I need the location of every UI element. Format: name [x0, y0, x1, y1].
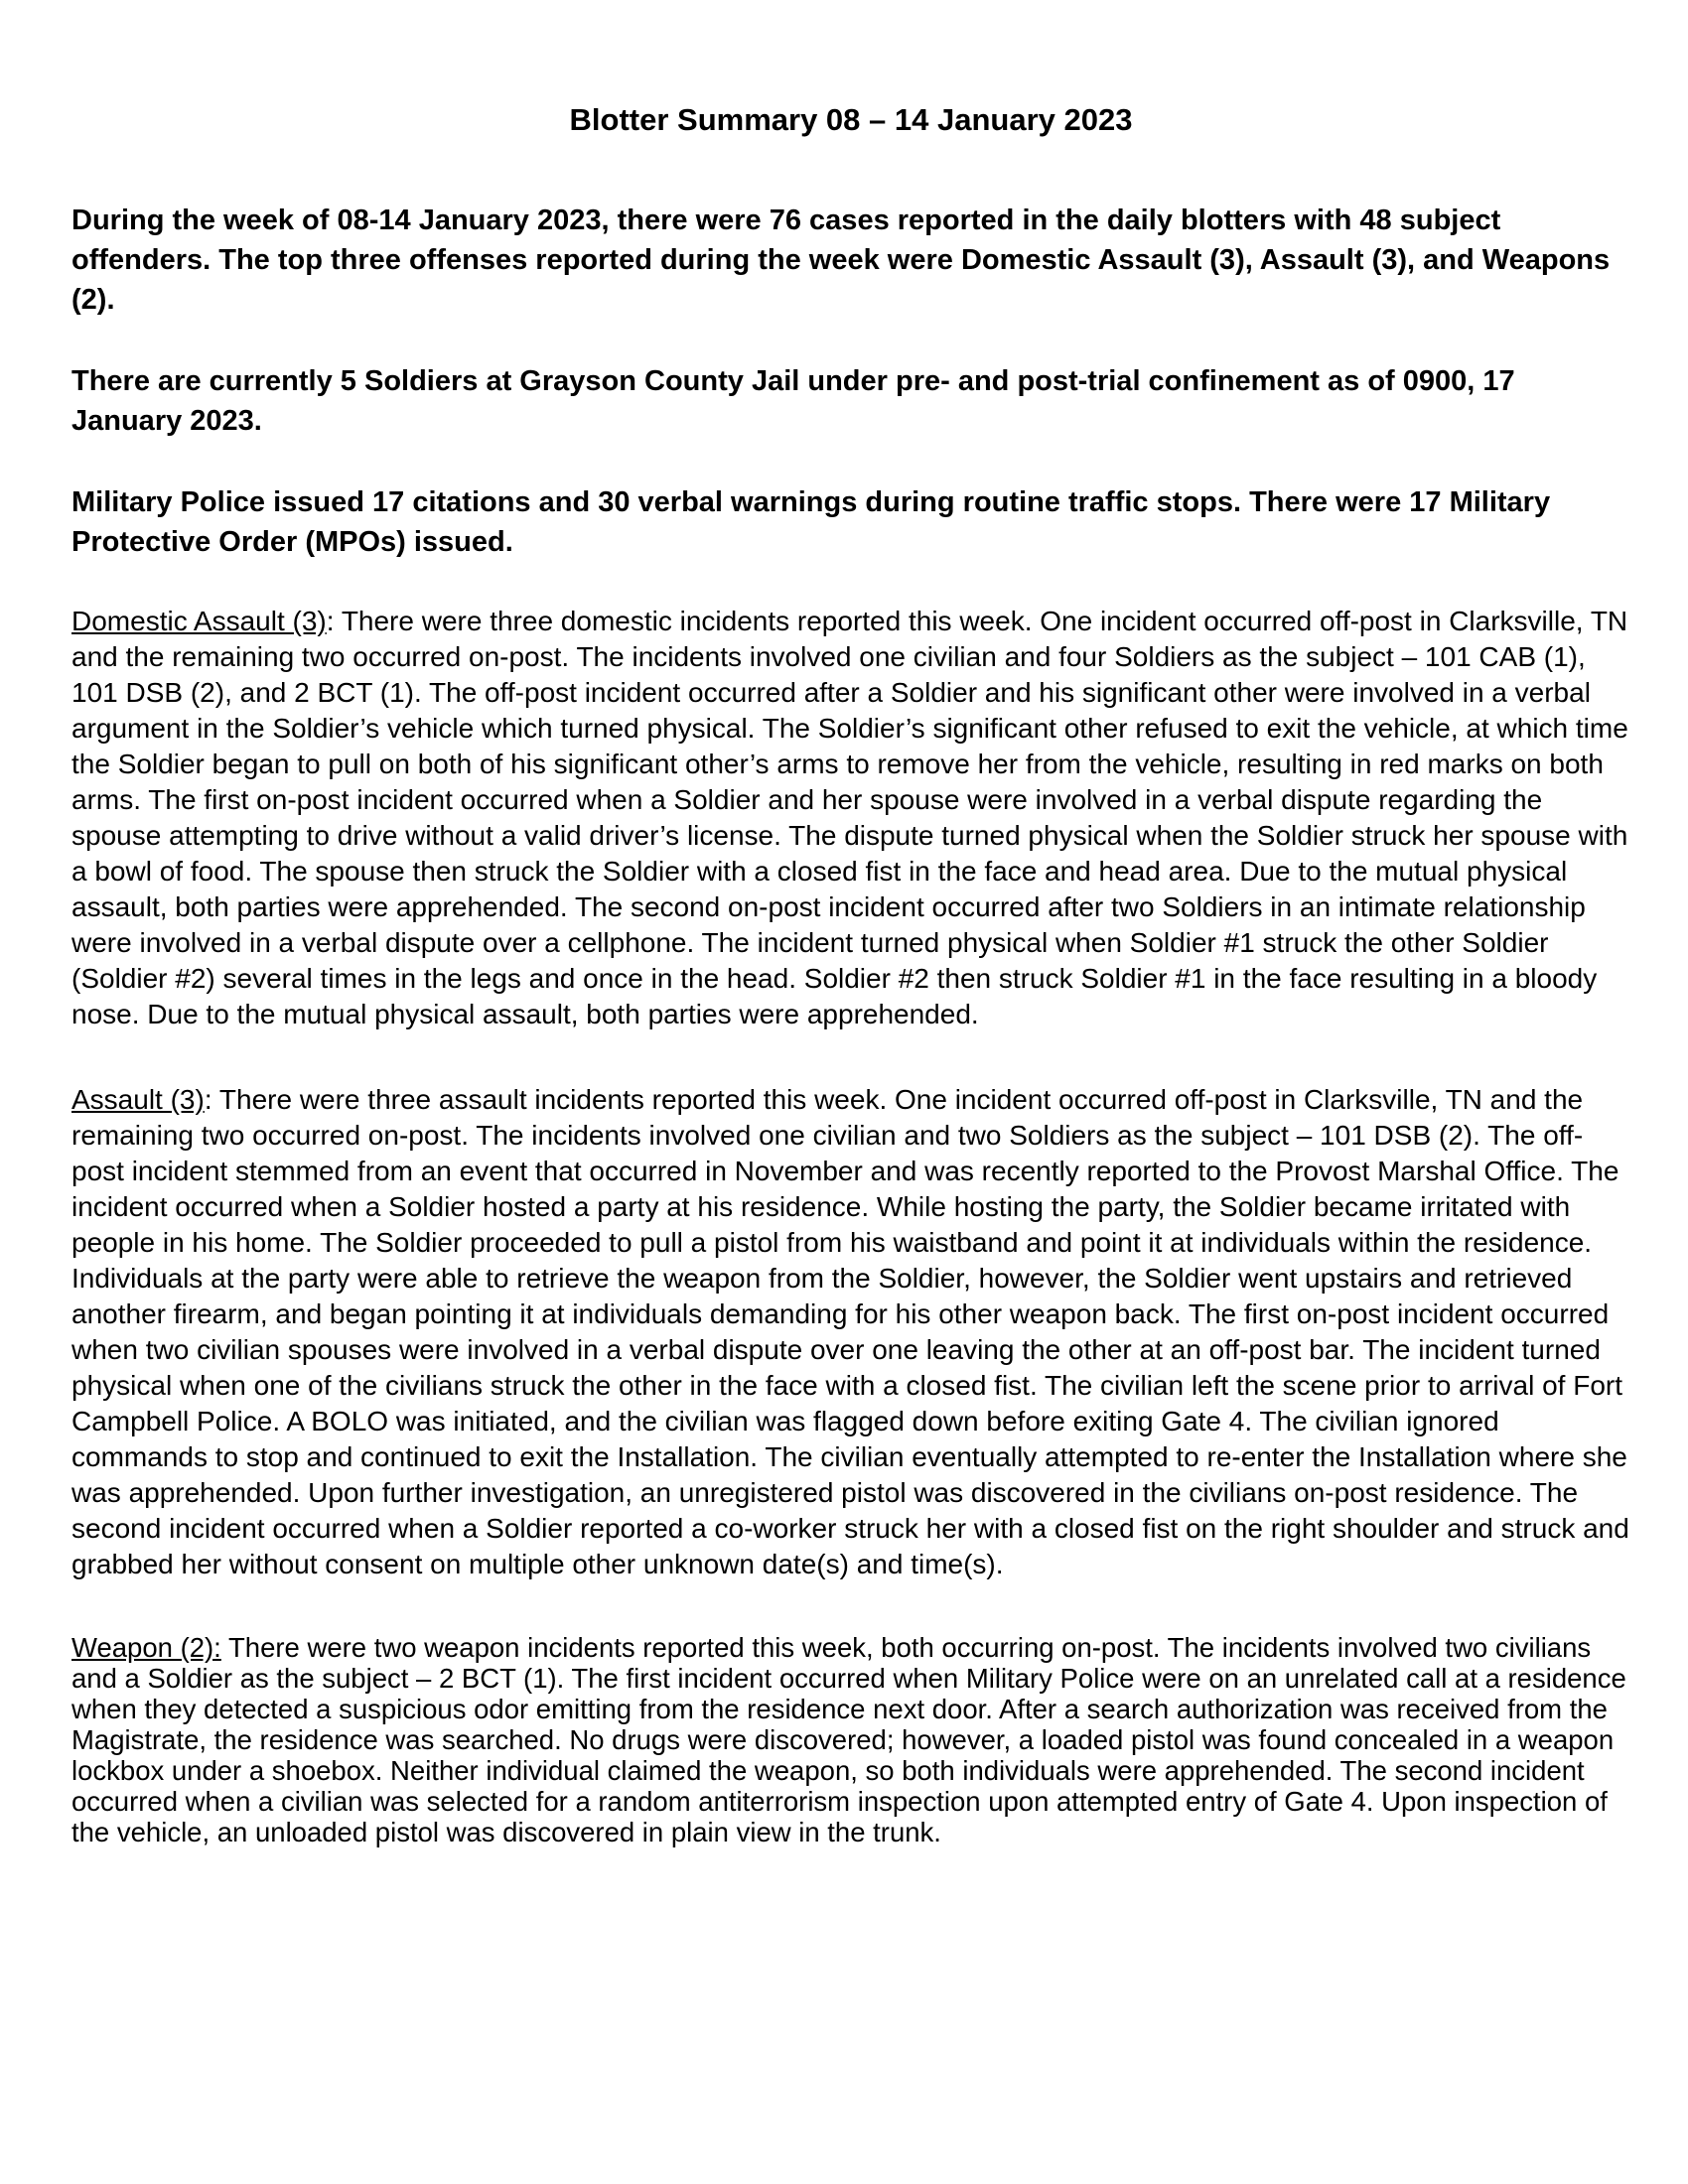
section-separator: :	[326, 606, 342, 636]
section-heading-weapon: Weapon (2):	[71, 1632, 221, 1663]
summary-paragraph-cases: During the week of 08-14 January 2023, there were 76 cases reported in the daily blotters with 48 subject offenders. The top three offenses reported during the week were Domestic Assault (3), Assault (3), and Weapons (2).	[71, 205, 1611, 316]
section-weapon	[71, 1632, 1630, 1847]
section-assault	[71, 1082, 1630, 1582]
section-domestic-assault	[71, 604, 1630, 1032]
section-separator	[221, 1632, 228, 1663]
section-body-assault: There were three assault incidents reported this week. One incident occurred off-post in Clarksville, TN and the remaining two occurred on-post. The incidents involved one civilian and two Soldiers as the subject – 101 DSB (2). The off-post incident stemmed from an event that occurred in November and was recently reported to the Provost Marshal Office. The incident occurred when a Soldier hosted a party at his residence. While hosting the party, the Soldier became irritated with people in his home. The Soldier proceeded to pull a pistol from his waistband and point it at individuals within the residence. Individuals at the party were able to retrieve the weapon from the Soldier, however, the Soldier went upstairs and retrieved another firearm, and began pointing it at individuals demanding for his other weapon back. The first on-post incident occurred when two civilian spouses were involved in a verbal dispute over one leaving the other at an off-post bar. The incident turned physical when one of the civilians struck the other in the face with a closed fist. The civilian left the scene prior to arrival of Fort Campbell Police. A BOLO was initiated, and the civilian was flagged down before exiting Gate 4. The civilian ignored commands to stop and continued to exit the Installation. The civilian eventually attempted to re-enter the Installation where she was apprehended. Upon further investigation, an unregistered pistol was discovered in the civilians on-post residence. The second incident occurred when a Soldier reported a co-worker struck her with a closed fist on the right shoulder and struck and grabbed her without consent on multiple other unknown date(s) and time(s).	[71, 1084, 1629, 1579]
summary-paragraph-confinement: There are currently 5 Soldiers at Grayson County Jail under pre- and post-trial confinement as of 0900, 17 January 2023.	[71, 365, 1515, 437]
section-body-weapon: There were two weapon incidents reported this week, both occurring on-post. The incidents involved two civilians and a Soldier as the subject – 2 BCT (1). The first incident occurred when Military Police were on an unrelated call at a residence when they detected a suspicious odor emitting from the residence next door. After a search authorization was received from the Magistrate, the residence was searched. No drugs were discovered; however, a loaded pistol was found concealed in a weapon lockbox under a shoebox. Neither individual claimed the weapon, so both individuals were apprehended. The second incident occurred when a civilian was selected for a random antiterrorism inspection upon attempted entry of Gate 4. Upon inspection of the vehicle, an unloaded pistol was discovered in plain view in the trunk.	[71, 1632, 1626, 1847]
section-heading-domestic-assault: Domestic Assault (3)	[71, 606, 327, 636]
section-body-domestic-assault: There were three domestic incidents reported this week. One incident occurred off-post in Clarksville, TN and the remaining two occurred on-post. The incidents involved one civilian and four Soldiers as the subject – 101 CAB (1), 101 DSB (2), and 2 BCT (1). The off-post incident occurred after a Soldier and his significant other were involved in a verbal argument in the Soldier’s vehicle which turned physical. The Soldier’s significant other refused to exit the vehicle, at which time the Soldier began to pull on both of his significant other’s arms to remove her from the vehicle, resulting in red marks on both arms. The first on-post incident occurred when a Soldier and her spouse were involved in a verbal dispute regarding the spouse attempting to drive without a valid driver’s license. The dispute turned physical when the Soldier struck her spouse with a bowl of food. The spouse then struck the Soldier with a closed fist in the face and head area. Due to the mutual physical assault, both parties were apprehended. The second on-post incident occurred after two Soldiers in an intimate relationship were involved in a verbal dispute over a cellphone. The incident turned physical when Soldier #1 struck the other Soldier (Soldier #2) several times in the legs and once in the head. Soldier #2 then struck Soldier #1 in the face resulting in a bloody nose. Due to the mutual physical assault, both parties were apprehended.	[71, 606, 1628, 1029]
page-title: Blotter Summary 08 – 14 January 2023	[569, 102, 1133, 137]
section-heading-assault: Assault (3)	[71, 1084, 205, 1115]
section-separator: :	[204, 1084, 219, 1115]
summary-paragraph-citations: Military Police issued 17 citations and 30 verbal warnings during routine traffic stops. There were 17 Military Protective Order (MPOs) issued.	[71, 486, 1551, 558]
